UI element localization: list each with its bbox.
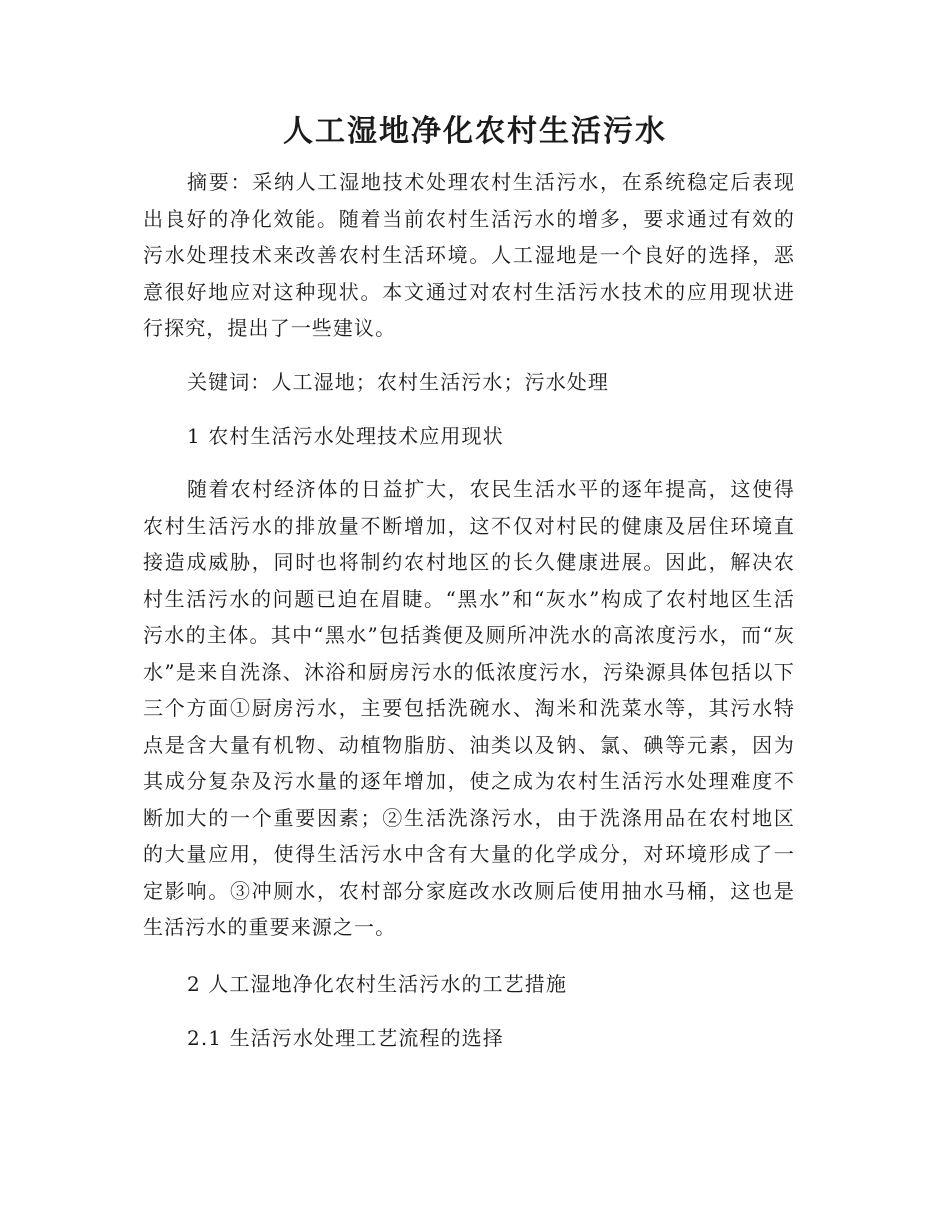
keywords-line: 关键词：人工湿地；农村生活污水；污水处理 (187, 370, 609, 394)
section-1-heading: 1 农村生活污水处理技术应用现状 (187, 424, 504, 448)
document-title: 人工湿地净化农村生活污水 (283, 114, 667, 149)
section-2-heading: 2 人工湿地净化农村生活污水的工艺措施 (187, 972, 567, 996)
abstract-paragraph: 摘要：采纳人工湿地技术处理农村生活污水，在系统稳定后表现出良好的净化效能。随着当前农村生活污水的增多，要求通过有效的污水处理技术来改善农村生活环境。人工湿地是一个良好的选择，恶意很好地应对这种现状。本文通过对农村生活污水技术的应用现状进行探究，提出了一些建议。 (143, 170, 795, 340)
section-2-1-heading: 2.1 生活污水处理工艺流程的选择 (187, 1026, 504, 1050)
section-1-body: 随着农村经济体的日益扩大，农民生活水平的逐年提高，这使得农村生活污水的排放量不断增加，这不仅对村民的健康及居住环境直接造成威胁，同时也将制约农村地区的长久健康进展。因此，解决农村生活污水的问题已迫在眉睫。“黑水”和“灰水”构成了农村地区生活污水的主体。其中“黑水”包括粪便及厕所冲洗水的高浓度污水，而“灰水”是来自洗涤、沐浴和厨房污水的低浓度污水，污染源具体包括以下三个方面①厨房污水，主要包括洗碗水、淘米和洗菜水等，其污水特点是含大量有机物、动植物脂肪、油类以及钠、氯、碘等元素，因为其成分复杂及污水量的逐年增加，使之成为农村生活污水处理难度不断加大的一个重要因素；②生活洗涤污水，由于洗涤用品在农村地区的大量应用，使得生活污水中含有大量的化学成分，对环境形成了一定影响。③冲厕水，农村部分家庭改水改厕后使用抽水马桶，这也是生活污水的重要来源之一。 (143, 477, 795, 939)
